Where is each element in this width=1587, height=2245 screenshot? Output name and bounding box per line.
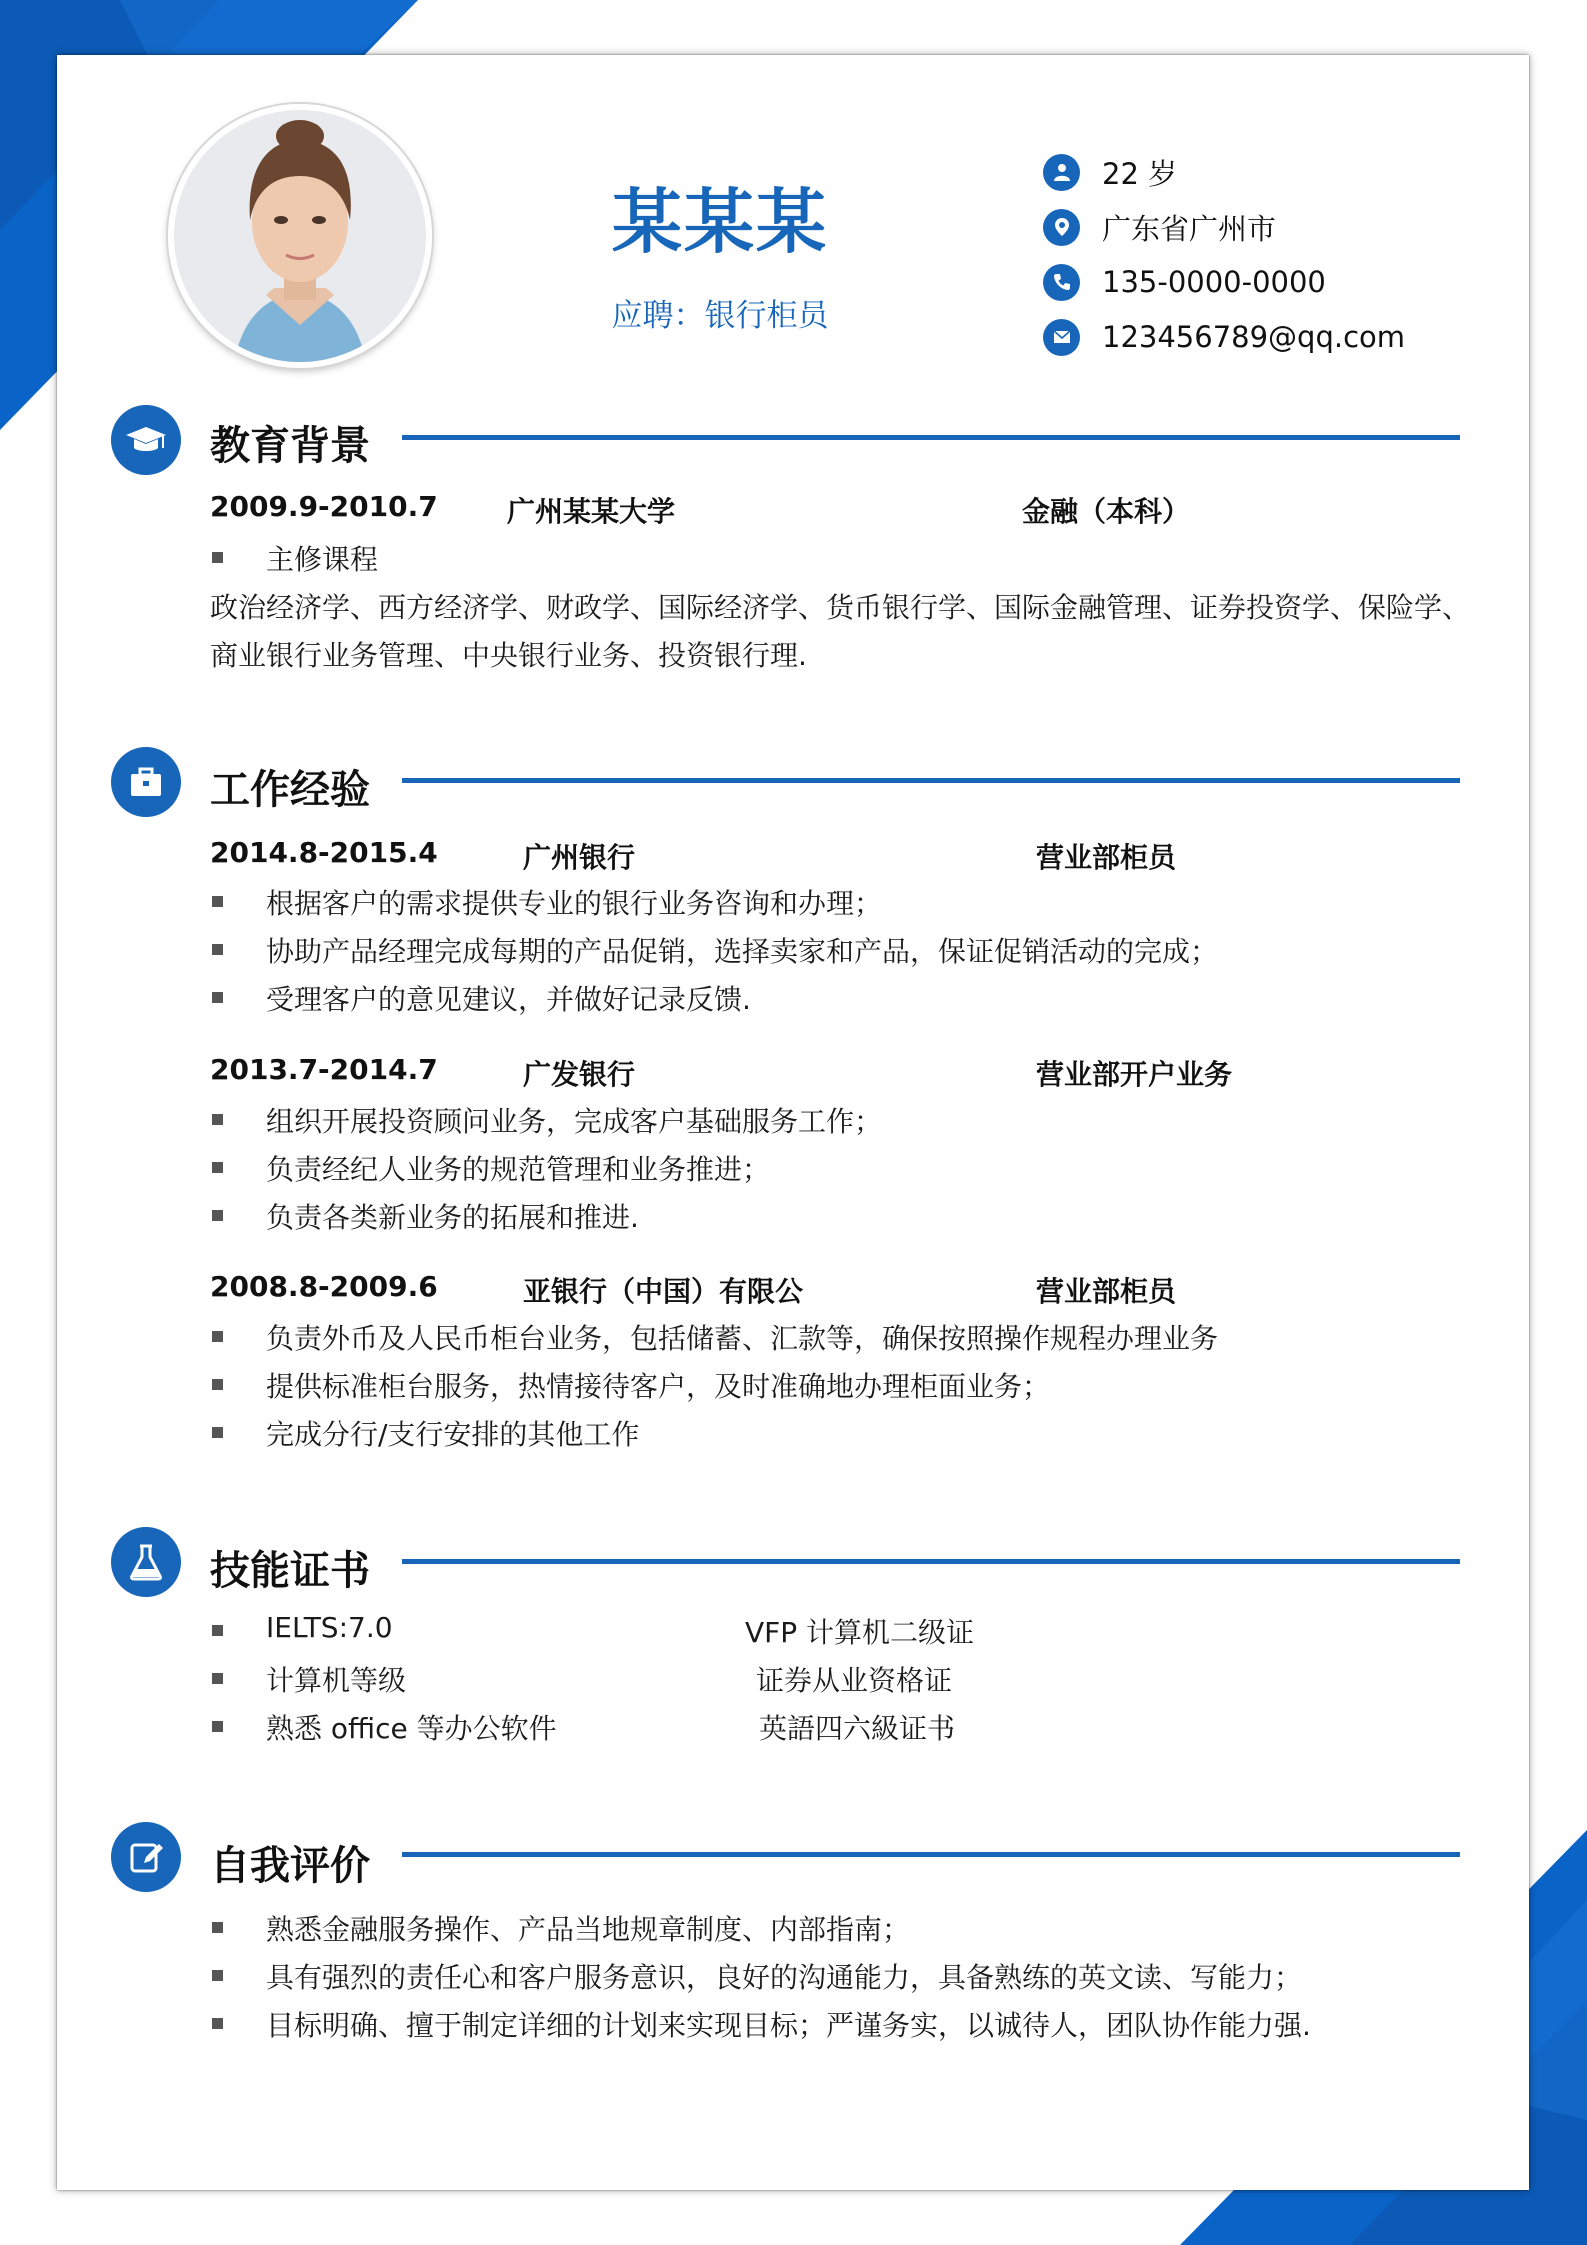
info-email-text: 123456789@qq.com xyxy=(1102,320,1406,354)
bullet xyxy=(212,1427,223,1438)
flask-icon xyxy=(111,1527,181,1597)
job-1-duty: 协助产品经理完成每期的产品促销，选择卖家和产品，保证促销活动的完成； xyxy=(266,935,1219,968)
job-3-duty: 提供标准柜台服务，热情接待客户，及时准确地办理柜面业务； xyxy=(266,1370,1051,1403)
job-2-duty: 组织开展投资顾问业务，完成客户基础服务工作； xyxy=(266,1105,883,1138)
profile-photo xyxy=(168,104,432,368)
bullet xyxy=(212,1970,223,1981)
skill-left: 计算机等级 xyxy=(266,1664,407,1697)
info-location-text: 广东省广州市 xyxy=(1102,211,1277,246)
info-email xyxy=(1043,317,1405,357)
bullet xyxy=(212,1210,223,1221)
bullet xyxy=(212,2018,223,2029)
person-icon xyxy=(1043,154,1080,191)
info-age xyxy=(1043,152,1177,192)
bullet xyxy=(212,1331,223,1342)
bullet xyxy=(212,552,223,563)
briefcase-icon xyxy=(111,747,181,817)
section-divider xyxy=(402,778,1460,783)
info-age-text: 22 岁 xyxy=(1102,156,1178,191)
location-pin-icon xyxy=(1043,209,1080,246)
edu-courses-line1: 政治经济学、西方经济学、财政学、国际经济学、货币银行学、国际金融管理、证券投资学、保险学、 xyxy=(210,591,1471,624)
self-item: 熟悉金融服务操作、产品当地规章制度、内部指南； xyxy=(266,1913,911,1946)
graduation-cap-icon xyxy=(111,405,181,475)
job-1-duty: 根据客户的需求提供专业的银行业务咨询和办理； xyxy=(266,887,883,920)
info-location xyxy=(1043,207,1276,247)
bullet xyxy=(212,1625,223,1636)
bullet xyxy=(212,1114,223,1125)
bullet xyxy=(212,1673,223,1684)
job-target: 应聘：银行柜员 xyxy=(611,298,829,334)
edu-date: 2009.9-2010.7 xyxy=(210,490,438,523)
info-phone xyxy=(1043,262,1326,302)
job-3-duty: 负责外币及人民币柜台业务，包括储蓄、汇款等，确保按照操作规程办理业务 xyxy=(266,1322,1219,1355)
job-2-date: 2013.7-2014.7 xyxy=(210,1053,438,1086)
edit-pencil-icon xyxy=(111,1822,181,1892)
job-1-date: 2014.8-2015.4 xyxy=(210,836,438,869)
edu-major: 金融（本科） xyxy=(1022,495,1191,528)
bullet xyxy=(212,1379,223,1390)
skill-left: IELTS:7.0 xyxy=(266,1611,393,1644)
info-phone-text: 135-0000-0000 xyxy=(1102,265,1326,299)
candidate-name: 某某某 xyxy=(612,181,828,263)
bullet xyxy=(212,896,223,907)
edu-course-label: 主修课程 xyxy=(266,543,379,576)
job-3-date: 2008.8-2009.6 xyxy=(210,1270,438,1303)
section-divider xyxy=(402,1559,1460,1564)
edu-school: 广州某某大学 xyxy=(507,495,676,528)
job-1-company: 广州银行 xyxy=(523,841,636,874)
section-title-skills: 技能证书 xyxy=(210,1548,370,1594)
job-3-role: 营业部柜员 xyxy=(1036,1275,1177,1308)
skill-right: 证券从业资格证 xyxy=(756,1664,953,1697)
job-2-role: 营业部开户业务 xyxy=(1036,1058,1233,1091)
section-title-work: 工作经验 xyxy=(210,767,370,813)
job-3-duty: 完成分行/支行安排的其他工作 xyxy=(266,1418,640,1451)
job-2-company: 广发银行 xyxy=(523,1058,636,1091)
bullet xyxy=(212,1721,223,1732)
section-divider xyxy=(402,1852,1460,1857)
edu-courses-line2: 商业银行业务管理、中央银行业务、投资银行理. xyxy=(210,639,807,672)
bullet xyxy=(212,992,223,1003)
bullet xyxy=(212,944,223,955)
section-divider xyxy=(402,435,1460,440)
skill-right: VFP 计算机二级证 xyxy=(745,1616,975,1649)
mail-icon xyxy=(1043,319,1080,356)
self-item: 目标明确、擅于制定详细的计划来实现目标；严谨务实，以诚待人，团队协作能力强. xyxy=(266,2009,1311,2042)
job-1-duty: 受理客户的意见建议，并做好记录反馈. xyxy=(266,983,751,1016)
job-3-company: 亚银行（中国）有限公 xyxy=(523,1275,804,1308)
job-2-duty: 负责各类新业务的拓展和推进. xyxy=(266,1201,639,1234)
bullet xyxy=(212,1922,223,1933)
skill-right: 英語四六級证书 xyxy=(759,1712,956,1745)
job-1-role: 营业部柜员 xyxy=(1036,841,1177,874)
section-title-self: 自我评价 xyxy=(210,1843,370,1889)
phone-icon xyxy=(1043,264,1080,301)
skill-left: 熟悉 office 等办公软件 xyxy=(266,1712,557,1745)
job-2-duty: 负责经纪人业务的规范管理和业务推进； xyxy=(266,1153,771,1186)
self-item: 具有强烈的责任心和客户服务意识，良好的沟通能力，具备熟练的英文读、写能力； xyxy=(266,1961,1303,1994)
bullet xyxy=(212,1162,223,1173)
section-title-education: 教育背景 xyxy=(210,423,370,469)
